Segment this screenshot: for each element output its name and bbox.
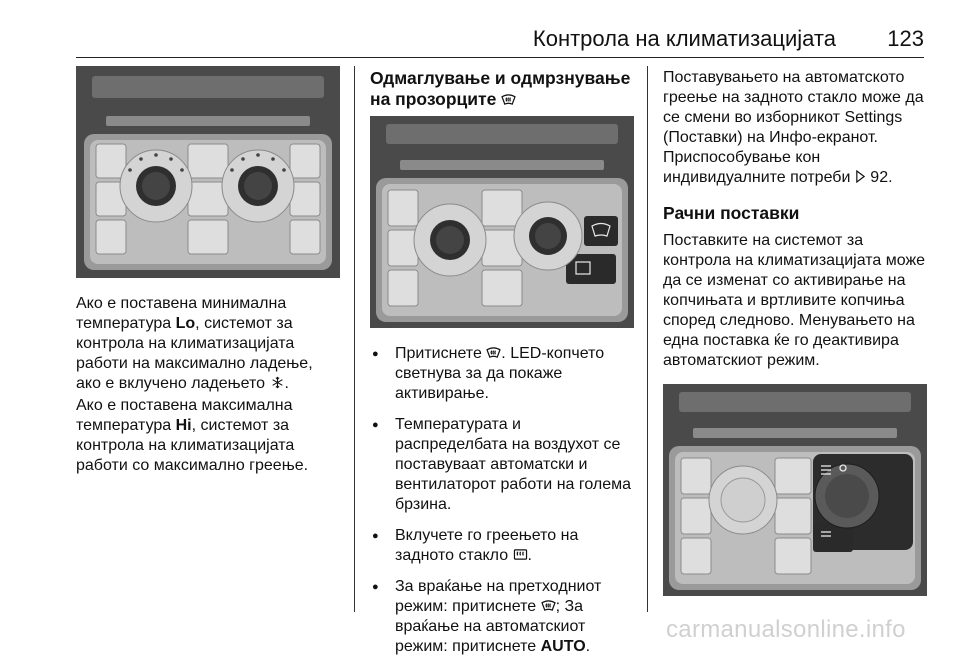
climate-panel-figure-2	[370, 116, 634, 328]
column-divider-1	[354, 66, 355, 612]
col1-text	[76, 294, 342, 476]
windshield-defrost-icon	[501, 93, 516, 106]
manual-settings-heading: Рачни поставки	[663, 203, 800, 223]
auto-label: AUTO	[540, 638, 586, 655]
col3-paragraph-2: Приспособување кон индивидуалните потреби 92.	[663, 149, 893, 186]
list-item: ● За враќање на претходниот режим: притиснете ; За враќање на автоматскиот режим: притиснете AUTO.	[370, 577, 634, 657]
defrost-steps-list	[370, 344, 634, 657]
col1-paragraph-1: Ако е поставена минимална температура Lo, системот за контрола на климатизацијата работи на максимално ладење, ако е вклучено ладењето .	[76, 295, 313, 392]
lo-label: Lo	[175, 315, 196, 332]
hi-label: Hi	[175, 417, 192, 434]
column-divider-2	[647, 66, 648, 612]
defrost-heading: Одмаглување и одмрзнување на прозорците	[370, 68, 631, 109]
col3-paragraph-1: Поставувањето на автоматското греење на задното стакло може да се смени во изборникот Settings (Поставки) на Инфо-екранот.	[663, 69, 924, 146]
climate-panel-figure-1	[76, 66, 340, 278]
snowflake-icon	[270, 376, 285, 389]
page-header	[76, 26, 924, 54]
header-rule	[76, 57, 924, 58]
watermark: carmanualsonline.info	[666, 616, 906, 643]
col3-text	[663, 68, 929, 406]
list-item: ● Вклучете го греењето на задното стакло .	[370, 526, 634, 566]
climate-panel-figure-3	[663, 384, 927, 596]
list-item: ● Притиснете . LED-копчето светнува за да покаже активирање.	[370, 344, 634, 404]
col1-paragraph-2: Ако е поставена максимална температура Hi, системот за контрола на климатизацијата работи со максимално греење.	[76, 397, 309, 474]
col2-bullets	[370, 344, 634, 668]
col3-paragraph-3: Поставките на системот за контрола на климатизацијата може да се изменат со активирање на копчињата и вртливите копчиња според следново. Менувањето на една поставка ќе го деактивира автоматскиот режим.	[663, 232, 926, 369]
rear-window-heat-icon	[513, 548, 528, 561]
col2-heading-block	[370, 68, 634, 110]
windshield-defrost-icon	[541, 599, 556, 612]
page-reference: 92	[870, 169, 889, 186]
arrow-reference-icon	[855, 170, 866, 183]
windshield-defrost-icon	[486, 346, 501, 359]
list-item: ● Температурата и распределбата на воздухот се поставуваат автоматски и вентилаторот работи на голема брзина.	[370, 415, 634, 515]
page-number: 123	[887, 26, 924, 51]
header-title: Контрола на климатизацијата	[532, 26, 836, 51]
